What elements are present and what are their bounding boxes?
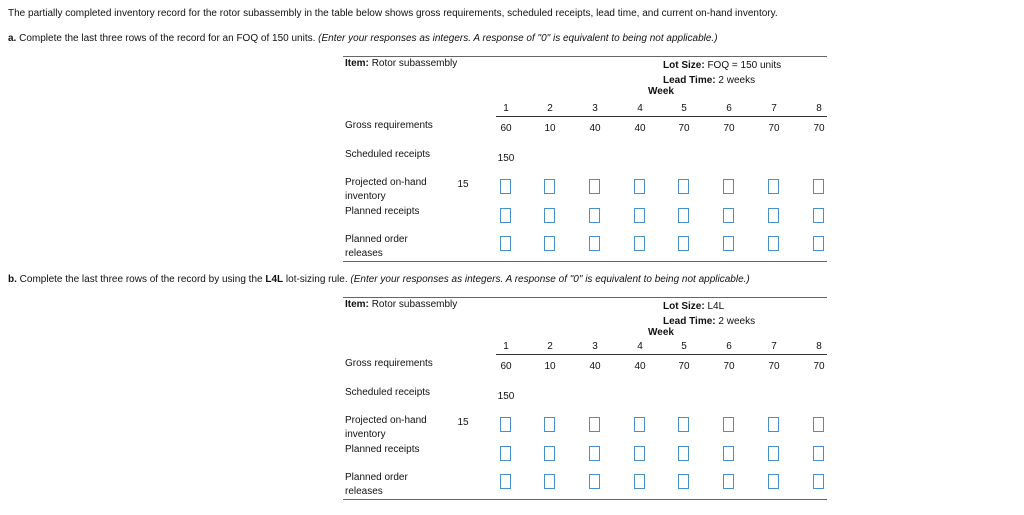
week-number: 5	[681, 103, 687, 114]
projected-on-hand-input-week-8[interactable]	[813, 179, 824, 194]
scheduled-receipts-row-value: 150	[497, 152, 515, 164]
planned-order-releases-input-week-7[interactable]	[768, 474, 779, 489]
planned-order-releases-input-week-8[interactable]	[813, 236, 824, 251]
gross-requirements-row-value: 60	[500, 123, 512, 134]
gross-requirements-row-value: 60	[500, 361, 512, 372]
planned-receipts-input-week-8[interactable]	[813, 446, 824, 461]
planned-order-releases-input-week-3[interactable]	[589, 236, 600, 251]
gross-requirements-row-value: 10	[544, 123, 556, 134]
planned-order-releases-input-week-6[interactable]	[723, 236, 734, 251]
projected-on-hand-input-week-6[interactable]	[723, 179, 734, 194]
record-top-rule	[343, 297, 827, 298]
planned-order-releases-input-week-6[interactable]	[723, 474, 734, 489]
lot-size-value: FOQ = 150 units	[707, 60, 782, 71]
planned-receipts-input-week-5[interactable]	[678, 208, 689, 223]
planned-order-releases-input-week-2[interactable]	[544, 236, 555, 251]
record-top-rule	[343, 56, 827, 57]
part-a-prefix: a.	[8, 33, 17, 44]
projected-on-hand-input-week-8[interactable]	[813, 417, 824, 432]
projected-on-hand-input-week-3[interactable]	[589, 179, 600, 194]
gross-requirements-row-value: 70	[813, 361, 825, 372]
week-number: 3	[592, 103, 598, 114]
lead-time	[663, 73, 781, 88]
gross-requirements-row-value: 70	[678, 361, 690, 372]
planned-receipts-input-week-7[interactable]	[768, 208, 779, 223]
planned-receipts-input-week-1[interactable]	[500, 446, 511, 461]
part-b-text-before: Complete the last three rows of the record by using the	[16, 274, 266, 285]
lead-time-label: Lead Time:	[663, 75, 716, 86]
gross-requirements-row-value: 70	[678, 123, 690, 134]
week-header-rule	[496, 354, 827, 355]
planned-order-releases-input-week-1[interactable]	[500, 474, 511, 489]
planned-receipts-input-week-6[interactable]	[723, 446, 734, 461]
part-b-note: (Enter your responses as integers. A response of "0" is equivalent to being not applicable.)	[350, 274, 750, 285]
planned-receipts-input-week-2[interactable]	[544, 446, 555, 461]
part-a-instructions	[8, 33, 718, 44]
planned-receipts-row-label: Planned receipts	[345, 205, 420, 217]
scheduled-receipts-row-value: 150	[497, 390, 515, 402]
gross-requirements-row-label: Gross requirements	[345, 120, 433, 131]
lot-size-label: Lot Size:	[663, 60, 705, 71]
scheduled-receipts-row-label: Scheduled receipts	[345, 148, 431, 160]
planned-receipts-input-week-3[interactable]	[589, 446, 600, 461]
lead-time-value: 2 weeks	[718, 316, 756, 327]
planned-order-releases-input-week-5[interactable]	[678, 474, 689, 489]
week-number: 6	[726, 103, 732, 114]
projected-on-hand-input-week-4[interactable]	[634, 179, 645, 194]
item-label-key: Item:	[345, 299, 369, 310]
projected-on-hand-input-week-3[interactable]	[589, 417, 600, 432]
lot-size	[663, 299, 755, 314]
planned-receipts-input-week-7[interactable]	[768, 446, 779, 461]
projected-on-hand-row-label: Projected on-hand inventory	[345, 415, 427, 440]
gross-requirements-row-value: 10	[544, 361, 556, 372]
item-name: Rotor subassembly	[371, 58, 458, 69]
gross-requirements-row-label: Gross requirements	[345, 358, 433, 369]
gross-requirements-row-value: 70	[768, 361, 780, 372]
projected-on-hand-input-week-5[interactable]	[678, 179, 689, 194]
week-number: 4	[637, 341, 643, 352]
week-number: 1	[503, 341, 509, 352]
gross-requirements-row-value: 40	[634, 361, 646, 372]
lead-time	[663, 314, 755, 329]
week-number: 3	[592, 341, 598, 352]
week-number: 6	[726, 341, 732, 352]
record-bottom-rule	[343, 499, 827, 500]
projected-on-hand-input-week-7[interactable]	[768, 417, 779, 432]
planned-order-releases-row-label: Planned order releases	[345, 472, 408, 497]
record-bottom-rule	[343, 261, 827, 262]
part-b-prefix: b.	[8, 274, 17, 285]
planned-order-releases-input-week-8[interactable]	[813, 474, 824, 489]
gross-requirements-row-value: 40	[589, 123, 601, 134]
planned-receipts-input-week-2[interactable]	[544, 208, 555, 223]
planned-receipts-input-week-4[interactable]	[634, 208, 645, 223]
lot-info	[663, 58, 781, 88]
week-heading: Week	[648, 86, 674, 97]
projected-on-hand-input-week-5[interactable]	[678, 417, 689, 432]
gross-requirements-row-value: 40	[634, 123, 646, 134]
lot-size-value: L4L	[707, 301, 725, 312]
planned-receipts-row-label: Planned receipts	[345, 443, 420, 455]
projected-on-hand-input-week-2[interactable]	[544, 179, 555, 194]
projected-on-hand-input-week-1[interactable]	[500, 417, 511, 432]
item-name: Rotor subassembly	[371, 299, 458, 310]
planned-receipts-input-week-5[interactable]	[678, 446, 689, 461]
week-number: 1	[503, 103, 509, 114]
planned-order-releases-row-label: Planned order releases	[345, 234, 408, 259]
intro-text: The partially completed inventory record for the rotor subassembly in the table below shows gross requirements, scheduled receipts, lead time, and current on-hand inventory.	[8, 8, 778, 19]
part-b-method: L4L	[265, 274, 284, 285]
planned-order-releases-input-week-7[interactable]	[768, 236, 779, 251]
part-b-instructions	[8, 274, 750, 285]
current-on-hand-value: 15	[457, 179, 469, 190]
planned-receipts-input-week-3[interactable]	[589, 208, 600, 223]
planned-receipts-input-week-6[interactable]	[723, 208, 734, 223]
week-number: 7	[771, 103, 777, 114]
planned-receipts-input-week-1[interactable]	[500, 208, 511, 223]
lot-size	[663, 58, 781, 73]
week-number: 7	[771, 341, 777, 352]
projected-on-hand-input-week-4[interactable]	[634, 417, 645, 432]
current-on-hand-value: 15	[457, 417, 469, 428]
gross-requirements-row-value: 70	[723, 361, 735, 372]
week-number: 8	[816, 341, 822, 352]
lead-time-label: Lead Time:	[663, 316, 716, 327]
part-a-note: (Enter your responses as integers. A response of "0" is equivalent to being not applicable.)	[318, 33, 718, 44]
planned-order-releases-input-week-1[interactable]	[500, 236, 511, 251]
item-label-key: Item:	[345, 58, 369, 69]
week-number: 4	[637, 103, 643, 114]
lot-size-label: Lot Size:	[663, 301, 705, 312]
planned-order-releases-input-week-5[interactable]	[678, 236, 689, 251]
projected-on-hand-input-week-7[interactable]	[768, 179, 779, 194]
week-heading: Week	[648, 327, 674, 338]
item-label	[345, 299, 457, 310]
planned-order-releases-input-week-4[interactable]	[634, 236, 645, 251]
item-label	[345, 58, 457, 69]
lot-info	[663, 299, 755, 329]
planned-receipts-input-week-8[interactable]	[813, 208, 824, 223]
part-a-text: Complete the last three rows of the record for an FOQ of 150 units.	[16, 33, 319, 44]
week-number: 2	[547, 341, 553, 352]
projected-on-hand-input-week-6[interactable]	[723, 417, 734, 432]
projected-on-hand-row-label: Projected on-hand inventory	[345, 177, 427, 202]
planned-order-releases-input-week-3[interactable]	[589, 474, 600, 489]
gross-requirements-row-value: 70	[768, 123, 780, 134]
week-number: 8	[816, 103, 822, 114]
part-b-text-after: lot-sizing rule.	[283, 274, 351, 285]
projected-on-hand-input-week-2[interactable]	[544, 417, 555, 432]
week-number: 2	[547, 103, 553, 114]
week-number: 5	[681, 341, 687, 352]
planned-order-releases-input-week-2[interactable]	[544, 474, 555, 489]
lead-time-value: 2 weeks	[718, 75, 756, 86]
gross-requirements-row-value: 40	[589, 361, 601, 372]
planned-receipts-input-week-4[interactable]	[634, 446, 645, 461]
planned-order-releases-input-week-4[interactable]	[634, 474, 645, 489]
scheduled-receipts-row-label: Scheduled receipts	[345, 386, 431, 398]
projected-on-hand-input-week-1[interactable]	[500, 179, 511, 194]
gross-requirements-row-value: 70	[723, 123, 735, 134]
gross-requirements-row-value: 70	[813, 123, 825, 134]
week-header-rule	[496, 116, 827, 117]
